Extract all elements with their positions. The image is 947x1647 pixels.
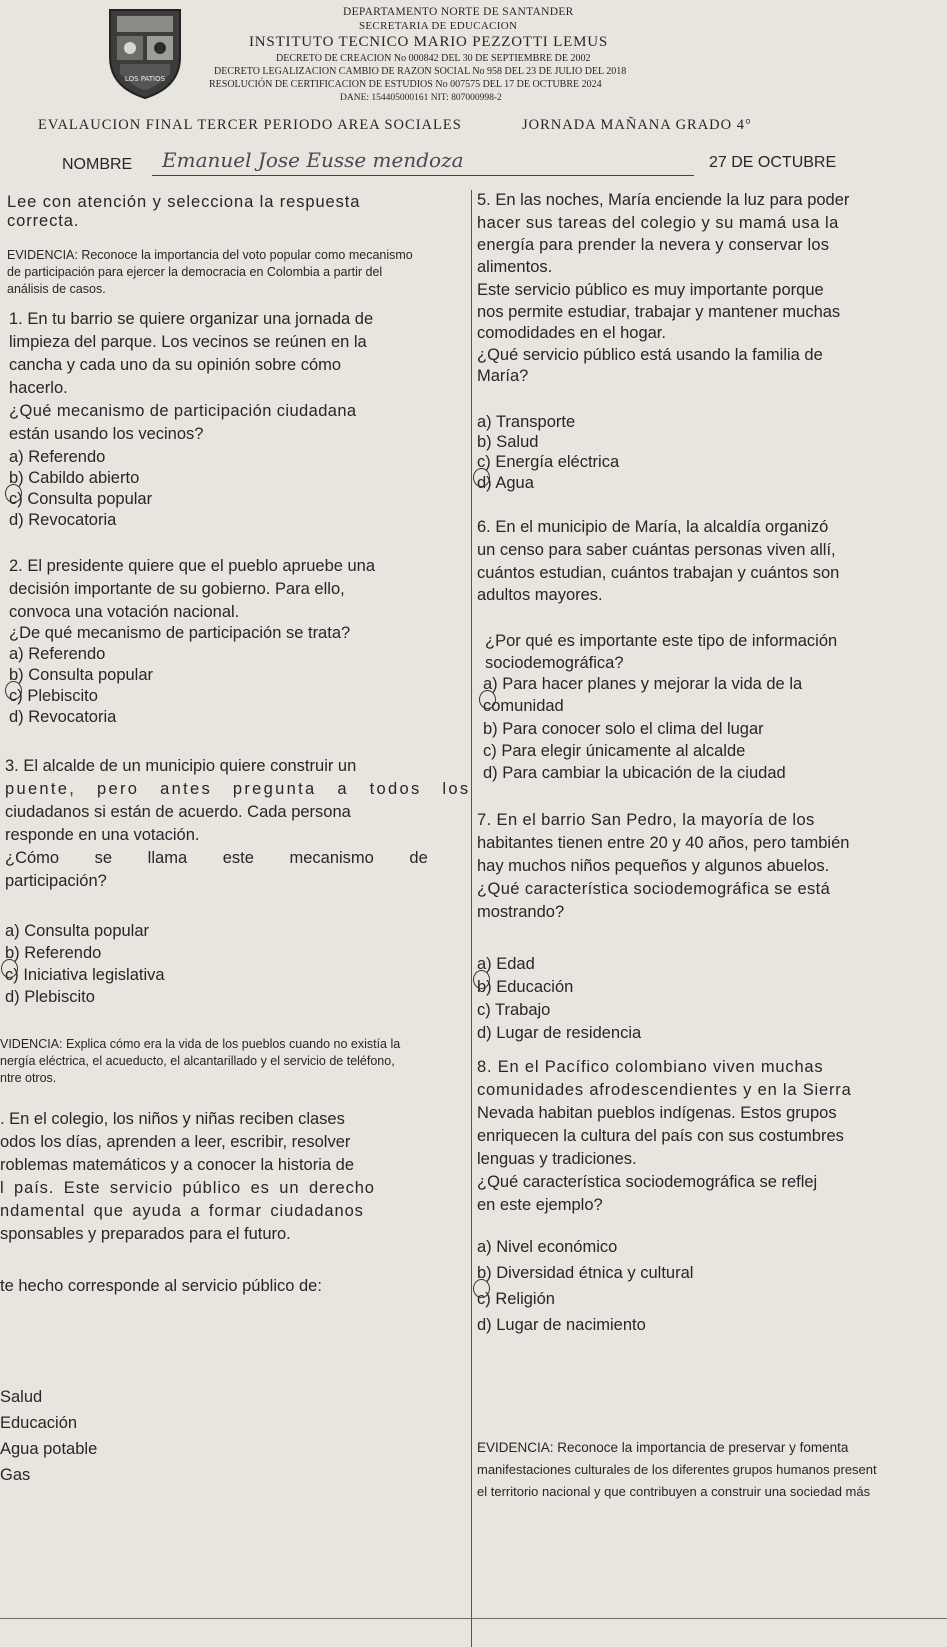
exam-date: 27 DE OCTUBRE	[709, 154, 837, 171]
evidence-1b: de participación para ejercer la democracia en Colombia a partir del	[7, 265, 383, 279]
question-1-line-2: limpieza del parque. Los vecinos se reúnen en la	[9, 333, 367, 351]
question-6-line-3: cuántos estudian, cuántos trabajan y cuántos son	[477, 564, 840, 582]
question-2-line-3: convoca una votación nacional.	[9, 603, 240, 621]
question-7-line-3: hay muchos niños pequeños y algunos abuelos.	[477, 857, 830, 875]
question-6-line-5: ¿Por qué es importante este tipo de información	[485, 632, 838, 650]
question-5-line-5: Este servicio público es muy importante porque	[477, 281, 824, 299]
question-3-line-3: ciudadanos si están de acuerdo. Cada persona	[5, 803, 351, 821]
question-8-option-c: c) Religión	[477, 1290, 555, 1308]
question-1-line-1: 1. En tu barrio se quiere organizar una jornada de	[9, 310, 374, 328]
question-2-line-4: ¿De qué mecanismo de participación se trata?	[9, 624, 351, 642]
question-2-option-b: b) Consulta popular	[9, 666, 154, 684]
header-dane: DANE: 154405000161 NIT: 807000998-2	[340, 93, 502, 103]
svg-text:LOS PATIOS: LOS PATIOS	[124, 75, 166, 83]
question-8-option-a: a) Nivel económico	[477, 1238, 618, 1256]
question-8-option-b: b) Diversidad étnica y cultural	[477, 1264, 694, 1282]
header-resolucion: RESOLUCIÓN DE CERTIFICACION DE ESTUDIOS No 007575 DEL 17 DE OCTUBRE 2024	[209, 79, 602, 90]
evidence-3b: manifestaciones culturales de los diferentes grupos humanos present	[477, 1462, 877, 1477]
question-5-line-9: María?	[477, 367, 529, 385]
question-5-option-d: d) Agua	[477, 474, 534, 492]
question-3-option-d: d) Plebiscito	[5, 988, 95, 1006]
question-6-option-d: d) Para cambiar la ubicación de la ciudad	[483, 764, 786, 782]
question-4-line-6: sponsables y preparados para el futuro.	[0, 1225, 291, 1243]
question-2-option-d: d) Revocatoria	[9, 708, 117, 726]
question-6-line-4: adultos mayores.	[477, 586, 603, 604]
question-4-option-a: Salud	[0, 1388, 43, 1406]
question-4-option-d: Gas	[0, 1466, 31, 1484]
evidence-2c: ntre otros.	[0, 1071, 57, 1085]
evidence-1c: análisis de casos.	[7, 282, 106, 296]
header-dept: DEPARTAMENTO NORTE DE SANTANDER	[343, 6, 574, 18]
question-5-line-4: alimentos.	[477, 258, 553, 276]
question-8-line-1: 8. En el Pacífico colombiano viven muchas	[477, 1058, 824, 1076]
question-6-line-6: sociodemográfica?	[485, 654, 624, 672]
student-name: Emanuel Jose Eusse mendoza	[162, 148, 464, 172]
question-7-option-d: d) Lugar de residencia	[477, 1024, 642, 1042]
header-institution: INSTITUTO TECNICO MARIO PEZZOTTI LEMUS	[249, 34, 608, 50]
school-logo	[95, 2, 195, 102]
question-1-line-6: están usando los vecinos?	[9, 425, 204, 443]
header-decreto2: DECRETO LEGALIZACION CAMBIO DE RAZON SOCIAL No 958 DEL 23 DE JULIO DEL 2018	[214, 66, 627, 77]
question-7-line-4: ¿Qué característica sociodemográfica se está	[477, 880, 831, 898]
question-8-line-4: enriquecen la cultura del país con sus costumbres	[477, 1127, 844, 1145]
column-divider	[471, 190, 472, 1647]
question-3-option-b: b) Referendo	[5, 944, 102, 962]
question-3-option-a: a) Consulta popular	[5, 922, 150, 940]
header-secretaria: SECRETARIA DE EDUCACION	[359, 20, 518, 32]
question-6-option-b: b) Para conocer solo el clima del lugar	[483, 720, 764, 738]
question-4-line-5: ndamental que ayuda a formar ciudadanos	[0, 1202, 364, 1220]
question-4-option-b: Educación	[0, 1414, 78, 1432]
question-6-option-a: a) Para hacer planes y mejorar la vida de la	[483, 675, 803, 693]
question-6-line-1: 6. En el municipio de María, la alcaldía organizó	[477, 518, 829, 536]
question-7-option-b: b) Educación	[477, 978, 574, 996]
question-4-line-7: te hecho corresponde al servicio público de:	[0, 1277, 322, 1295]
question-4-option-c: Agua potable	[0, 1440, 98, 1458]
question-5-line-3: energía para prender la nevera y conservar los	[477, 236, 830, 254]
question-6-option-a-cont: comunidad	[483, 697, 564, 715]
question-5-line-8: ¿Qué servicio público está usando la familia de	[477, 346, 823, 364]
question-5-line-7: comodidades en el hogar.	[477, 324, 666, 342]
question-1-line-5: ¿Qué mecanismo de participación ciudadana	[9, 402, 357, 420]
question-2-option-c: c) Plebiscito	[9, 687, 98, 705]
question-8-option-d: d) Lugar de nacimiento	[477, 1316, 646, 1334]
evidence-1: EVIDENCIA: Reconoce la importancia del voto popular como mecanismo	[7, 248, 413, 262]
question-2-option-a: a) Referendo	[9, 645, 106, 663]
question-3-line-4: responde en una votación.	[5, 826, 200, 844]
question-7-line-5: mostrando?	[477, 903, 565, 921]
evidence-3: EVIDENCIA: Reconoce la importancia de preservar y fomenta	[477, 1440, 849, 1455]
question-1-option-a: a) Referendo	[9, 448, 106, 466]
question-5-line-1: 5. En las noches, María enciende la luz para poder	[477, 191, 850, 209]
question-1-option-c: c) Consulta popular	[9, 490, 153, 508]
evidence-2: VIDENCIA: Explica cómo era la vida de los pueblos cuando no existía la	[0, 1037, 401, 1051]
question-4-line-2: odos los días, aprenden a leer, escribir, resolver	[0, 1133, 351, 1151]
question-2-line-1: 2. El presidente quiere que el pueblo apruebe una	[9, 557, 376, 575]
evidence-2b: nergía eléctrica, el acueducto, el alcantarillado y el servicio de teléfono,	[0, 1054, 395, 1068]
instructions-2: correcta.	[7, 212, 80, 230]
header-decreto1: DECRETO DE CREACION No 000842 DEL 30 DE SEPTIEMBRE DE 2002	[276, 53, 591, 64]
question-3-line-6: participación?	[5, 872, 107, 890]
question-1-option-b: b) Cabildo abierto	[9, 469, 140, 487]
evidence-3c: el territorio nacional y que contribuyen a construir una sociedad más	[477, 1484, 871, 1499]
question-4-line-3: roblemas matemáticos y a conocer la historia de	[0, 1156, 354, 1174]
question-8-line-2: comunidades afrodescendientes y en la Sierra	[477, 1081, 852, 1099]
name-label: NOMBRE	[62, 156, 133, 173]
question-8-line-7: en este ejemplo?	[477, 1196, 603, 1214]
question-1-line-3: cancha y cada uno da su opinión sobre cómo	[9, 356, 342, 374]
question-5-line-2: hacer sus tareas del colegio y su mamá usa la	[477, 214, 839, 232]
question-7-option-a: a) Edad	[477, 955, 535, 973]
question-3-line-2: puente, pero antes pregunta a todos los	[5, 780, 471, 798]
question-7-option-c: c) Trabajo	[477, 1001, 551, 1019]
question-4-line-1: . En el colegio, los niños y niñas reciben clases	[0, 1110, 345, 1128]
question-5-option-a: a) Transporte	[477, 413, 576, 431]
bottom-divider	[0, 1618, 947, 1619]
question-8-line-3: Nevada habitan pueblos indígenas. Estos grupos	[477, 1104, 837, 1122]
question-5-option-c: c) Energía eléctrica	[477, 453, 620, 471]
exam-title: EVALAUCION FINAL TERCER PERIODO AREA SOCIALES	[38, 117, 462, 133]
question-3-line-5: ¿Cómo se llama este mecanismo de	[5, 849, 428, 867]
question-8-line-6: ¿Qué característica sociodemográfica se reflej	[477, 1173, 818, 1191]
question-2-line-2: decisión importante de su gobierno. Para ello,	[9, 580, 345, 598]
instructions: Lee con atención y selecciona la respuesta	[7, 193, 361, 211]
question-7-line-2: habitantes tienen entre 20 y 40 años, pero también	[477, 834, 850, 852]
question-7-line-1: 7. En el barrio San Pedro, la mayoría de los	[477, 811, 815, 829]
question-3-line-1: 3. El alcalde de un municipio quiere construir un	[5, 757, 357, 775]
exam-jornada: JORNADA MAÑANA GRADO 4°	[522, 117, 752, 133]
question-8-line-5: lenguas y tradiciones.	[477, 1150, 637, 1168]
question-1-line-4: hacerlo.	[9, 379, 68, 397]
question-6-line-2: un censo para saber cuántas personas viven allí,	[477, 541, 836, 559]
question-5-option-b: b) Salud	[477, 433, 539, 451]
question-3-option-c: c) Iniciativa legislativa	[5, 966, 165, 984]
name-underline	[152, 175, 694, 176]
question-5-line-6: nos permite estudiar, trabajar y mantener muchas	[477, 303, 841, 321]
question-4-line-4: l país. Este servicio público es un derecho	[0, 1179, 375, 1197]
question-6-option-c: c) Para elegir únicamente al alcalde	[483, 742, 746, 760]
question-1-option-d: d) Revocatoria	[9, 511, 117, 529]
